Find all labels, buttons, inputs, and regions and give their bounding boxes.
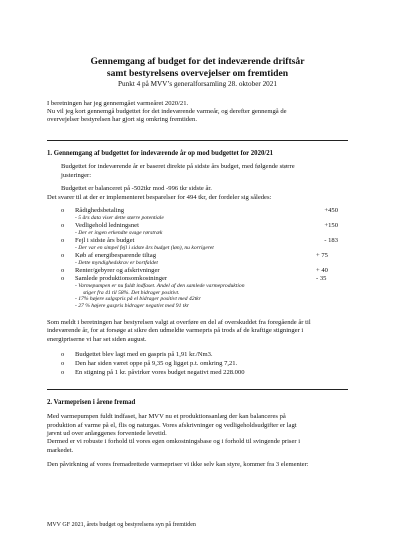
paragraph-line: Som meldt i beretningen har bestyrelsen valgt at overføre en del af overskuddet fra foregående år til [47, 318, 311, 326]
section-2-paragraph-2 [47, 461, 348, 469]
budget-item-label: Køb af energibesparende tiltag [75, 251, 156, 259]
budget-item-note: - Dette myndighedskrav er bortfaldet [75, 259, 158, 266]
budget-item-note: - Der er ingen erkendte svage rørstræk [75, 230, 163, 237]
budget-item-label: Vedligehold ledningsnet [75, 221, 139, 229]
paragraph-line: jævnt ud over anlæggenes forventede levetid. [47, 429, 167, 437]
price-point-text: En stigning på 1 kr. påvirker vores budget negativt med 228.000 [75, 369, 245, 377]
paragraph-line: indeværende år, for at forsøge at sikre den udmeldte varmepris på trods af de kraftige stigninger i [47, 327, 304, 335]
section-1-paragraph-1 [47, 163, 348, 180]
budget-item-note: - 17% højere salgspris på el bidrager positivt med 42tkr [75, 296, 201, 303]
budget-item-amount: + 40 [316, 266, 328, 274]
budget-item-label: Fejl i sidste års budget [75, 236, 135, 244]
section-1-heading: 1. Gennemgang af budgettet for indeværende år op mod budgettet for 2020/21 [47, 149, 274, 157]
section-divider [47, 389, 348, 390]
budget-item-note: - Der var en simpel fejl i sidste års budget (løn), nu korrigeret [75, 244, 214, 251]
price-point-text: Den har siden været oppe på 9,35 og ligget p.t. omkring 7,21. [75, 360, 238, 368]
budget-item [47, 207, 348, 215]
paragraph-line: energipriserne vi har set siden august. [47, 335, 147, 343]
budget-item [47, 237, 348, 245]
document-title [47, 0, 348, 80]
budget-item-amount: - 35 [316, 274, 327, 282]
budget-item-amount: +150 [324, 221, 338, 229]
price-point-text: Budgettet blev lagt med en gaspris på 1,91 kr./Nm3. [75, 351, 213, 358]
intro-paragraph [47, 100, 348, 125]
intro-line: Nu vil jeg kort gennemgå budgettet for det indeværende varmeår, og derefter gennemgå de [47, 108, 287, 115]
section-1-paragraph-2 [47, 185, 348, 202]
paragraph-line: markedet. [47, 446, 74, 454]
budget-item [47, 252, 348, 260]
section-2-heading: 2. Varmeprisen i årene fremad [47, 398, 136, 406]
price-points-list [47, 350, 348, 378]
budget-item-label: Rådighedsbetaling [75, 206, 125, 214]
paragraph-line: Dermed er vi robuste i forhold til vores egen omkostningsbase og i forhold til svingende priser i [47, 438, 301, 446]
intro-line: I beretningen har jeg gennemgået varmeåret 2020/21. [47, 99, 189, 107]
budget-item-amount: - 183 [324, 236, 338, 244]
paragraph-line: justeringer: [61, 171, 92, 179]
budget-item-amount: +450 [324, 206, 338, 214]
bullet-marker: o [61, 351, 65, 358]
document-subtitle: Punkt 4 på MVV’s generalforsamling 28. oktober 2021 [118, 79, 277, 88]
intro-line: overvejelser bestyrelsen har gjort sig omkring fremtiden. [47, 116, 197, 124]
price-point [47, 350, 348, 359]
budget-item [47, 222, 348, 230]
budget-item-label: Renter/gebyrer og afskrivninger [75, 266, 160, 274]
bullet-marker: o [61, 266, 65, 274]
bullet-marker: o [61, 360, 65, 368]
paragraph-line: Budgettet er balanceret på -502tkr mod -996 tkr sidste år. [61, 185, 212, 193]
title-line-2: samt bestyrelsens overvejelser om fremtiden [106, 67, 289, 79]
budget-item-note: - 27 % højere gaspris bidrager negativt med 91 tkr [75, 303, 189, 310]
budget-item-note: - 5 års data viser dette større potentiale [75, 215, 164, 222]
bullet-marker: o [61, 369, 65, 377]
budget-item-amount: + 75 [316, 251, 328, 259]
paragraph-line: Det svarer til at der er implementeret besparelser for 494 tkr, der fordeler sig således: [47, 193, 272, 201]
budget-item [47, 267, 348, 275]
budget-item [47, 275, 348, 283]
section-divider [47, 140, 348, 141]
section-1-paragraph-3 [47, 319, 348, 344]
section-2-paragraph-1 [47, 413, 348, 455]
budget-item-label: Samlede produktionsomkostninger [75, 274, 168, 282]
paragraph-line: Med varmepumpen fuldt indfaset, har MVV nu et produktionsanlæg der kan balanceres på [47, 413, 286, 421]
budget-items-list [47, 207, 348, 310]
bullet-marker: o [61, 274, 65, 282]
budget-item-note: stiger fra 41 til 58%. Det bidrager positivt. [83, 289, 180, 296]
bullet-marker: o [61, 236, 65, 244]
price-point [47, 368, 348, 377]
price-point [47, 359, 348, 368]
page-footer: MVV GF 2021, årets budget og bestyrelsens syn på fremtiden [47, 522, 196, 528]
title-line-1: Gennemgang af budget for det indeværende driftsår [90, 56, 305, 67]
paragraph-line: Den påvirkning af vores fremadrettede varmepriser vi ikke selv kan styre, kommer fra 3 elementer: [47, 461, 309, 469]
paragraph-line: produktion af varme på el, flis og naturgas. Vores afskrivninger og vedligeholdsudgifter er lagt [47, 421, 297, 429]
bullet-marker: o [61, 206, 65, 214]
bullet-marker: o [61, 221, 65, 229]
paragraph-line: Budgettet for indeværende år er baseret direkte på sidste års budget, med følgende større [61, 163, 295, 171]
budget-item-note: - Varmepumpen er nu fuldt indfaset. Andel af den samlede varmeproduktion [75, 282, 245, 289]
bullet-marker: o [61, 251, 65, 259]
